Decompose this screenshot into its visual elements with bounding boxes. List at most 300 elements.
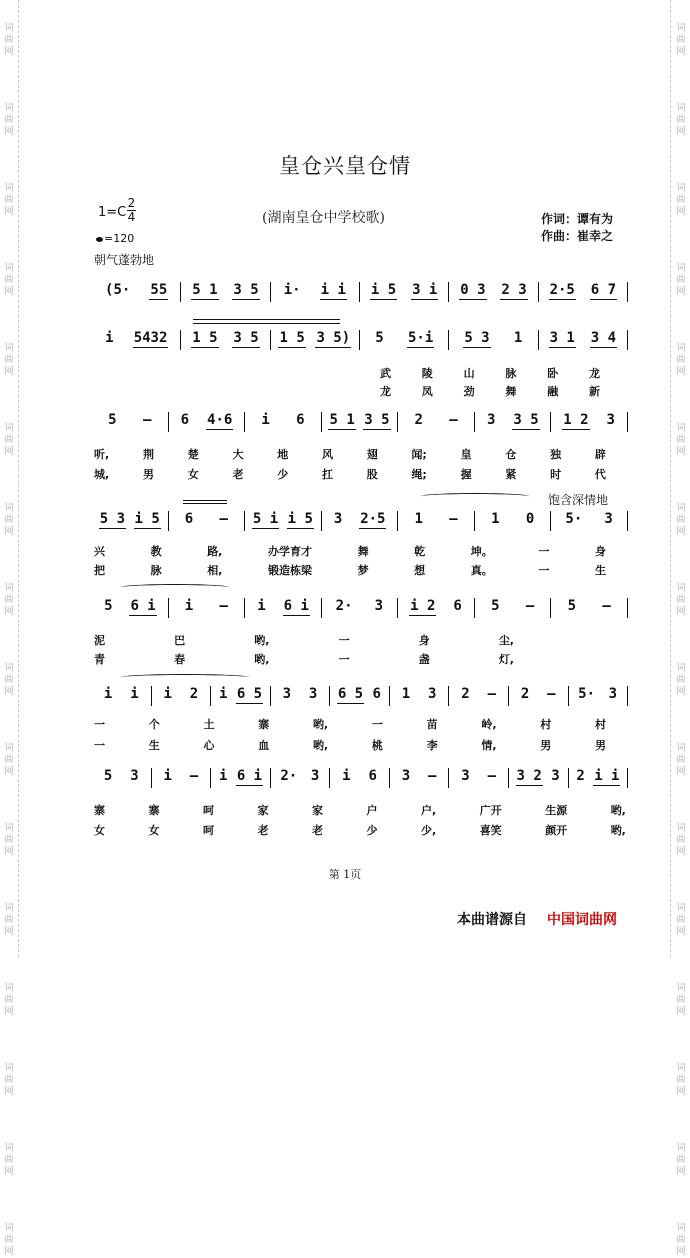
watermark-group <box>4 662 13 698</box>
lyric-word: 兴 <box>94 545 105 558</box>
measure <box>539 330 628 350</box>
lyric-word: 一 <box>538 564 550 577</box>
lyricist: 作词：谭有为 <box>541 212 614 226</box>
watermark-group <box>676 822 685 858</box>
crescendo-hairpin-2 <box>183 500 227 504</box>
left-margin-line <box>18 0 19 957</box>
note: 2· <box>335 598 353 614</box>
measure <box>271 768 331 788</box>
lyric-word: 舞 <box>357 545 369 558</box>
measure <box>551 598 628 618</box>
measure <box>152 768 212 788</box>
note: 1 <box>513 330 523 346</box>
watermark-char: 曲 <box>676 1155 686 1165</box>
measure <box>475 511 552 531</box>
watermark-char: 网 <box>4 767 14 777</box>
watermark-group <box>4 742 13 778</box>
note: 1 5 <box>192 330 218 346</box>
watermark-char: 曲 <box>676 195 686 205</box>
watermark-char: 词 <box>4 903 14 913</box>
lyric-word: 舞 <box>505 385 517 398</box>
lyric-word: 心 <box>203 739 215 752</box>
note: 3 5) <box>316 330 351 346</box>
lyric-word: 梦 <box>357 564 369 577</box>
watermark-char: 曲 <box>676 675 686 685</box>
score-line5 <box>92 598 628 618</box>
lyric-word: 呵 <box>203 804 214 817</box>
measure <box>92 282 181 302</box>
watermark-char: 曲 <box>4 1235 14 1245</box>
source-site-link[interactable]: 中国词曲网 <box>547 912 617 928</box>
watermark-group <box>4 822 13 858</box>
watermark-group <box>4 342 13 378</box>
slur <box>120 674 250 681</box>
lyric-word: 土 <box>203 718 215 731</box>
lyric-word: 少, <box>421 824 437 837</box>
watermark-group <box>676 342 685 378</box>
time-sig-bottom: 4 <box>127 210 136 224</box>
lyric-word: 一 <box>538 545 550 558</box>
watermark-char: 曲 <box>676 995 686 1005</box>
watermark-char: 词 <box>4 983 14 993</box>
lyric-line <box>94 737 606 753</box>
right-margin-line <box>670 0 671 957</box>
watermark-char: 词 <box>4 343 14 353</box>
note: 3 5 <box>513 412 539 428</box>
lyric-word: 一 <box>338 653 350 666</box>
note: 5·i <box>408 330 434 346</box>
watermark-char: 词 <box>676 583 686 593</box>
watermark-group <box>4 982 13 1018</box>
note: 1 5 <box>279 330 305 346</box>
note: 4·6 <box>207 412 233 428</box>
lyric-word: 寨 <box>148 804 160 817</box>
lyric-word: 女 <box>148 824 160 837</box>
lyric-word: 融 <box>547 385 559 398</box>
note: 6 <box>184 511 194 527</box>
lyric-word: 坤。 <box>470 545 493 558</box>
measure <box>449 282 538 302</box>
lyric-word: 巴 <box>174 634 186 647</box>
lyric-word: 卧 <box>547 367 559 380</box>
lyric-word: 办学育才 <box>267 545 312 558</box>
lyric-word: 老 <box>232 468 244 481</box>
note: 6 <box>372 686 381 702</box>
note: i <box>218 768 228 784</box>
lyric-word: 春 <box>174 653 186 666</box>
watermark-char: 词 <box>4 1143 14 1153</box>
lyric-word: 哟, <box>254 653 270 666</box>
lyric-word: 户, <box>421 804 437 817</box>
note: 1 <box>401 686 411 702</box>
note: 6 5 <box>337 686 364 702</box>
measure <box>92 598 169 618</box>
note: – <box>487 686 497 702</box>
measure <box>569 768 629 788</box>
note: 5 <box>108 412 117 428</box>
watermark-char: 词 <box>4 1063 14 1073</box>
note: 3 <box>282 686 292 702</box>
note: 3 <box>428 686 437 702</box>
note: i <box>261 412 270 428</box>
lyric-word: 龙 <box>380 385 391 398</box>
watermark-char: 词 <box>4 583 14 593</box>
watermark-char: 网 <box>676 607 686 617</box>
measure <box>360 282 449 302</box>
lyric-line <box>94 651 514 667</box>
lyric-word: 紧 <box>505 468 517 481</box>
lyric-word: 岭, <box>481 718 497 731</box>
watermark-group <box>4 1222 13 1258</box>
watermark-char: 词 <box>676 183 686 193</box>
watermark-char: 网 <box>4 527 14 537</box>
measure <box>92 511 169 531</box>
note: 6 7 <box>590 282 617 298</box>
lyric-word: 把 <box>94 564 105 577</box>
source-credit <box>457 909 617 929</box>
watermark-char: 网 <box>676 207 686 217</box>
note: 3 <box>310 768 320 784</box>
lyric-word: 喜笑 <box>479 824 502 837</box>
lyric-word: 脉 <box>150 564 162 577</box>
note: 6 i <box>236 768 263 784</box>
note: 2 <box>461 686 470 702</box>
watermark-char: 词 <box>4 23 14 33</box>
watermark-char: 网 <box>4 1087 14 1097</box>
watermark-char: 网 <box>4 47 14 57</box>
measure <box>169 598 246 618</box>
watermark-char: 曲 <box>676 915 686 925</box>
expression-mark: 朝气蓬勃地 <box>94 253 155 267</box>
measure <box>398 412 475 432</box>
watermark-char: 网 <box>676 1167 686 1177</box>
watermark-group <box>676 502 685 538</box>
note: 0 3 <box>460 282 486 298</box>
quarter-note-icon <box>96 237 103 242</box>
lyric-word: 一 <box>94 718 105 731</box>
note: 5 <box>103 768 113 784</box>
crescendo-hairpin <box>193 319 340 324</box>
lyric-word: 女 <box>187 468 199 481</box>
note: 2 <box>576 768 585 784</box>
watermark-char: 曲 <box>4 835 14 845</box>
watermark-char: 网 <box>676 1087 686 1097</box>
watermark-char: 词 <box>4 183 14 193</box>
lyric-word: 城, <box>94 468 110 481</box>
lyric-word: 锻造栋梁 <box>267 564 312 577</box>
note: 0 <box>525 511 535 527</box>
lyric-word: 乾 <box>414 545 426 558</box>
note: i <box>105 330 114 346</box>
lyric-word: 龙 <box>588 367 600 380</box>
measure <box>169 412 246 432</box>
watermark-char: 网 <box>4 1167 14 1177</box>
watermark-char: 词 <box>4 663 14 673</box>
lyric-word: 路, <box>207 545 223 558</box>
note: i 2 <box>410 598 436 614</box>
note: 1 <box>414 511 423 527</box>
composer: 作曲：崔幸之 <box>541 229 614 243</box>
note: i <box>163 686 172 702</box>
note: 2· <box>280 768 298 784</box>
note: i <box>342 768 351 784</box>
measure <box>475 598 552 618</box>
note: 2 3 <box>501 282 527 298</box>
lyric-word: 股 <box>366 468 378 481</box>
note: 1 2 <box>563 412 589 428</box>
note: 6 <box>453 598 462 614</box>
watermark-char: 曲 <box>676 1075 686 1085</box>
lyric-word: 家 <box>312 804 323 817</box>
watermark-group <box>4 422 13 458</box>
note: 5 1 <box>329 412 355 428</box>
note: 3 <box>604 511 613 527</box>
lyric-word: 翅 <box>366 448 378 461</box>
tempo-mark <box>96 232 134 245</box>
watermark-group <box>676 902 685 938</box>
lyric-line <box>94 716 606 732</box>
watermark-group <box>4 1142 13 1178</box>
measure <box>211 768 271 788</box>
lyric-word: 一 <box>94 739 105 752</box>
watermark-char: 曲 <box>4 995 14 1005</box>
watermark-char: 曲 <box>4 355 14 365</box>
measure <box>245 412 322 432</box>
watermark-group <box>4 502 13 538</box>
measure <box>551 511 628 531</box>
watermark-char: 网 <box>676 527 686 537</box>
measure <box>509 686 569 706</box>
measure <box>449 330 538 350</box>
note: 2 <box>189 686 199 702</box>
watermark-char: 网 <box>676 687 686 697</box>
watermark-char: 网 <box>4 927 14 937</box>
slur <box>420 493 530 500</box>
note: 2 <box>414 412 423 428</box>
watermark-char: 曲 <box>676 1235 686 1245</box>
watermark-char: 网 <box>4 607 14 617</box>
watermark-char: 网 <box>4 1247 14 1257</box>
lyric-word: 桃 <box>371 739 383 752</box>
watermark-char: 网 <box>4 127 14 137</box>
lyric-word: 村 <box>540 718 552 731</box>
watermark-group <box>676 262 685 298</box>
note: i 5 <box>134 511 160 527</box>
watermark-char: 网 <box>676 1007 686 1017</box>
watermark-char: 词 <box>676 343 686 353</box>
measure <box>181 282 270 302</box>
note: 3 4 <box>590 330 617 346</box>
lyric-word: 闻; <box>411 448 427 461</box>
lyric-word: 劲 <box>463 385 475 398</box>
watermark-char: 曲 <box>4 595 14 605</box>
lyric-word: 呵 <box>203 824 214 837</box>
lyric-line <box>94 802 626 818</box>
watermark-char: 曲 <box>676 115 686 125</box>
lyric-word: 握 <box>460 468 472 481</box>
measure <box>322 511 399 531</box>
score-line2 <box>92 330 628 350</box>
watermark-char: 词 <box>4 423 14 433</box>
watermark-char: 词 <box>4 103 14 113</box>
lyric-word: 女 <box>94 824 105 837</box>
lyric-word: 扛 <box>321 468 333 481</box>
lyric-word: 男 <box>540 739 552 752</box>
note: i <box>257 598 266 614</box>
lyric-word: 男 <box>142 468 154 481</box>
watermark-char: 曲 <box>4 275 14 285</box>
watermark-char: 曲 <box>676 275 686 285</box>
watermark-char: 网 <box>4 287 14 297</box>
song-subtitle: (湖南皇仓中学校歌) <box>262 210 385 226</box>
measure <box>245 511 322 531</box>
watermark-char: 词 <box>676 103 686 113</box>
lyric-word: 楚 <box>187 448 199 461</box>
lyric-word: 地 <box>277 448 289 461</box>
note: 55 <box>150 282 168 298</box>
note: 3 <box>551 768 560 784</box>
measure <box>398 598 475 618</box>
lyric-word: 广开 <box>479 804 502 817</box>
lyric-line <box>94 446 606 462</box>
lyric-word: 独 <box>550 448 562 461</box>
watermark-group <box>676 422 685 458</box>
lyric-line <box>380 365 600 381</box>
watermark-char: 网 <box>4 207 14 217</box>
lyric-word: 听, <box>94 448 110 461</box>
note: 3 5 <box>233 330 259 346</box>
note: 1 <box>491 511 500 527</box>
lyric-word: 山 <box>463 367 475 380</box>
watermark-char: 词 <box>4 743 14 753</box>
lyric-word: 老 <box>312 824 323 837</box>
note: 3 <box>130 768 139 784</box>
measure <box>271 282 360 302</box>
lyric-line <box>380 383 600 399</box>
measure <box>92 768 152 788</box>
note: i <box>163 768 172 784</box>
lyric-word: 一 <box>338 634 350 647</box>
watermark-group <box>676 982 685 1018</box>
watermark-char: 词 <box>676 423 686 433</box>
score-line4 <box>92 511 628 531</box>
note: – <box>547 686 556 702</box>
measure <box>330 768 390 788</box>
measure <box>271 330 360 350</box>
watermark-char: 曲 <box>676 755 686 765</box>
note: 3 <box>333 511 343 527</box>
lyric-word: 大 <box>232 448 244 461</box>
note: 5 3 <box>464 330 490 346</box>
note: i <box>218 686 228 702</box>
note: 5 <box>491 598 500 614</box>
watermark-char: 词 <box>676 743 686 753</box>
note: i 5 <box>287 511 313 527</box>
lyric-word: 代 <box>594 468 606 481</box>
note: 3 <box>606 412 615 428</box>
watermark-char: 网 <box>676 447 686 457</box>
watermark-char: 词 <box>676 903 686 913</box>
note: – <box>449 511 458 527</box>
watermark-char: 词 <box>4 1223 14 1233</box>
measure <box>92 412 169 432</box>
measure <box>551 412 628 432</box>
lyric-line <box>94 466 606 482</box>
watermark-char: 曲 <box>4 915 14 925</box>
score-line1 <box>92 282 628 302</box>
watermark-char: 词 <box>676 1143 686 1153</box>
watermark-char: 网 <box>4 847 14 857</box>
watermark-char: 词 <box>676 23 686 33</box>
note: 6 <box>368 768 377 784</box>
measure <box>169 511 246 531</box>
watermark-char: 词 <box>676 983 686 993</box>
watermark-group <box>4 1062 13 1098</box>
lyric-word: 脉 <box>505 367 517 380</box>
lyric-word: 哟, <box>254 634 270 647</box>
note: – <box>602 598 611 614</box>
watermark-char: 曲 <box>4 115 14 125</box>
watermark-group <box>4 902 13 938</box>
watermark-char: 网 <box>676 927 686 937</box>
lyric-word: 泥 <box>94 634 105 647</box>
lyric-word: 颜开 <box>545 824 568 837</box>
lyric-word: 武 <box>380 367 391 380</box>
watermark-char: 词 <box>4 823 14 833</box>
lyric-word: 户 <box>366 804 378 817</box>
note: – <box>189 768 199 784</box>
lyric-word: 辟 <box>594 448 606 461</box>
lyric-word: 男 <box>594 739 606 752</box>
note: 3 <box>486 412 496 428</box>
lyric-word: 个 <box>148 718 160 731</box>
watermark-char: 曲 <box>676 835 686 845</box>
measure <box>330 686 390 706</box>
lyric-word: 身 <box>594 545 606 558</box>
watermark-char: 曲 <box>4 195 14 205</box>
watermark-char: 网 <box>676 367 686 377</box>
watermark-char: 网 <box>676 287 686 297</box>
watermark-group <box>676 1142 685 1178</box>
note: – <box>487 768 497 784</box>
note: (5· <box>105 282 131 298</box>
lyric-word: 生 <box>148 739 160 752</box>
lyric-word: 苗 <box>426 718 438 731</box>
lyric-word: 陵 <box>421 367 433 380</box>
lyric-word: 生源 <box>545 804 568 817</box>
note: 3 <box>308 686 318 702</box>
note: 3 2 <box>516 768 542 784</box>
note: 2 <box>520 686 530 702</box>
watermark-char: 曲 <box>676 515 686 525</box>
watermark-char: 曲 <box>4 1075 14 1085</box>
lyric-word: 相, <box>207 564 223 577</box>
lyric-word: 寨 <box>258 718 270 731</box>
watermark-group <box>676 582 685 618</box>
note: – <box>219 598 228 614</box>
note: i i <box>320 282 346 298</box>
lyric-word: 盏 <box>418 653 430 666</box>
measure <box>245 598 322 618</box>
watermark-char: 网 <box>4 367 14 377</box>
lyric-line <box>94 543 606 559</box>
watermark-group <box>676 1062 685 1098</box>
measure <box>475 412 552 432</box>
measure <box>152 686 212 706</box>
expression-mark-2: 饱含深情地 <box>548 493 609 507</box>
watermark-group <box>676 1222 685 1258</box>
watermark-char: 曲 <box>676 35 686 45</box>
